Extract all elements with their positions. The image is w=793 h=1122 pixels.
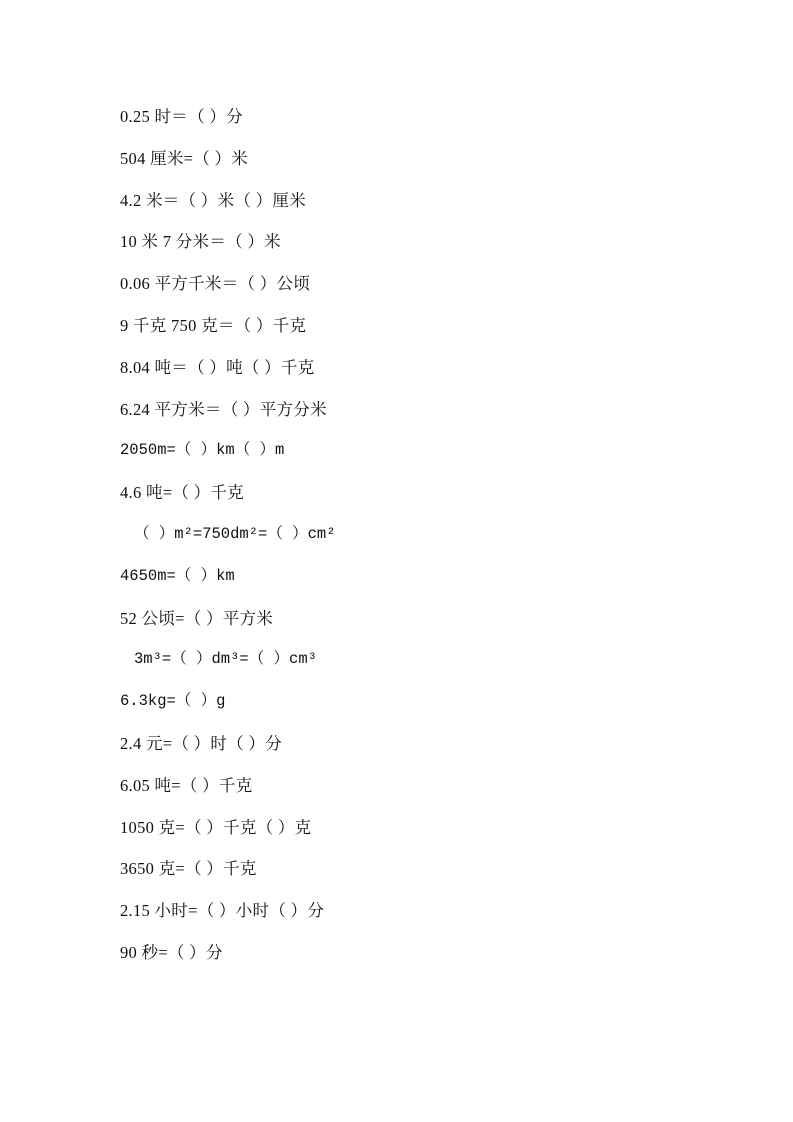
exercise-line: 0.06 平方千米＝（ ）公顷 <box>120 274 311 294</box>
exercise-line: 52 公顷=（ ）平方米 <box>120 608 274 628</box>
exercise-line: 3650 克=（ ）千克 <box>120 859 257 879</box>
exercise-line: （ ）m²=750dm²=（ ）cm² <box>134 524 336 543</box>
exercise-line: 4.2 米＝（ ）米（ ）厘米 <box>120 190 306 210</box>
worksheet-body <box>120 96 680 974</box>
exercise-line: 504 厘米=（ ）米 <box>120 148 249 168</box>
exercise-line: 6.3kg=（ ）g <box>120 692 226 711</box>
exercise-line: 2.4 元=（ ）时（ ）分 <box>120 733 283 753</box>
exercise-line: 4650m=（ ）km <box>120 566 235 585</box>
exercise-line: 9 千克 750 克＝（ ）千克 <box>120 315 307 335</box>
exercise-line: 8.04 吨＝（ ）吨（ ）千克 <box>120 357 315 377</box>
exercise-line: 6.05 吨=（ ）千克 <box>120 775 253 795</box>
exercise-line: 4.6 吨=（ ）千克 <box>120 483 244 503</box>
exercise-line: 2050m=（ ）km（ ）m <box>120 441 285 460</box>
exercise-line: 0.25 时＝（ ）分 <box>120 107 243 126</box>
exercise-line: 2.15 小时=（ ）小时（ ）分 <box>120 901 325 921</box>
exercise-line: 6.24 平方米＝（ ）平方分米 <box>120 399 327 419</box>
exercise-line: 90 秒=（ ）分 <box>120 942 223 962</box>
exercise-line: 3m³=（ ）dm³=（ ）cm³ <box>134 650 317 669</box>
exercise-line: 10 米 7 分米＝（ ）米 <box>120 232 281 252</box>
exercise-line: 1050 克=（ ）千克（ ）克 <box>120 817 312 837</box>
